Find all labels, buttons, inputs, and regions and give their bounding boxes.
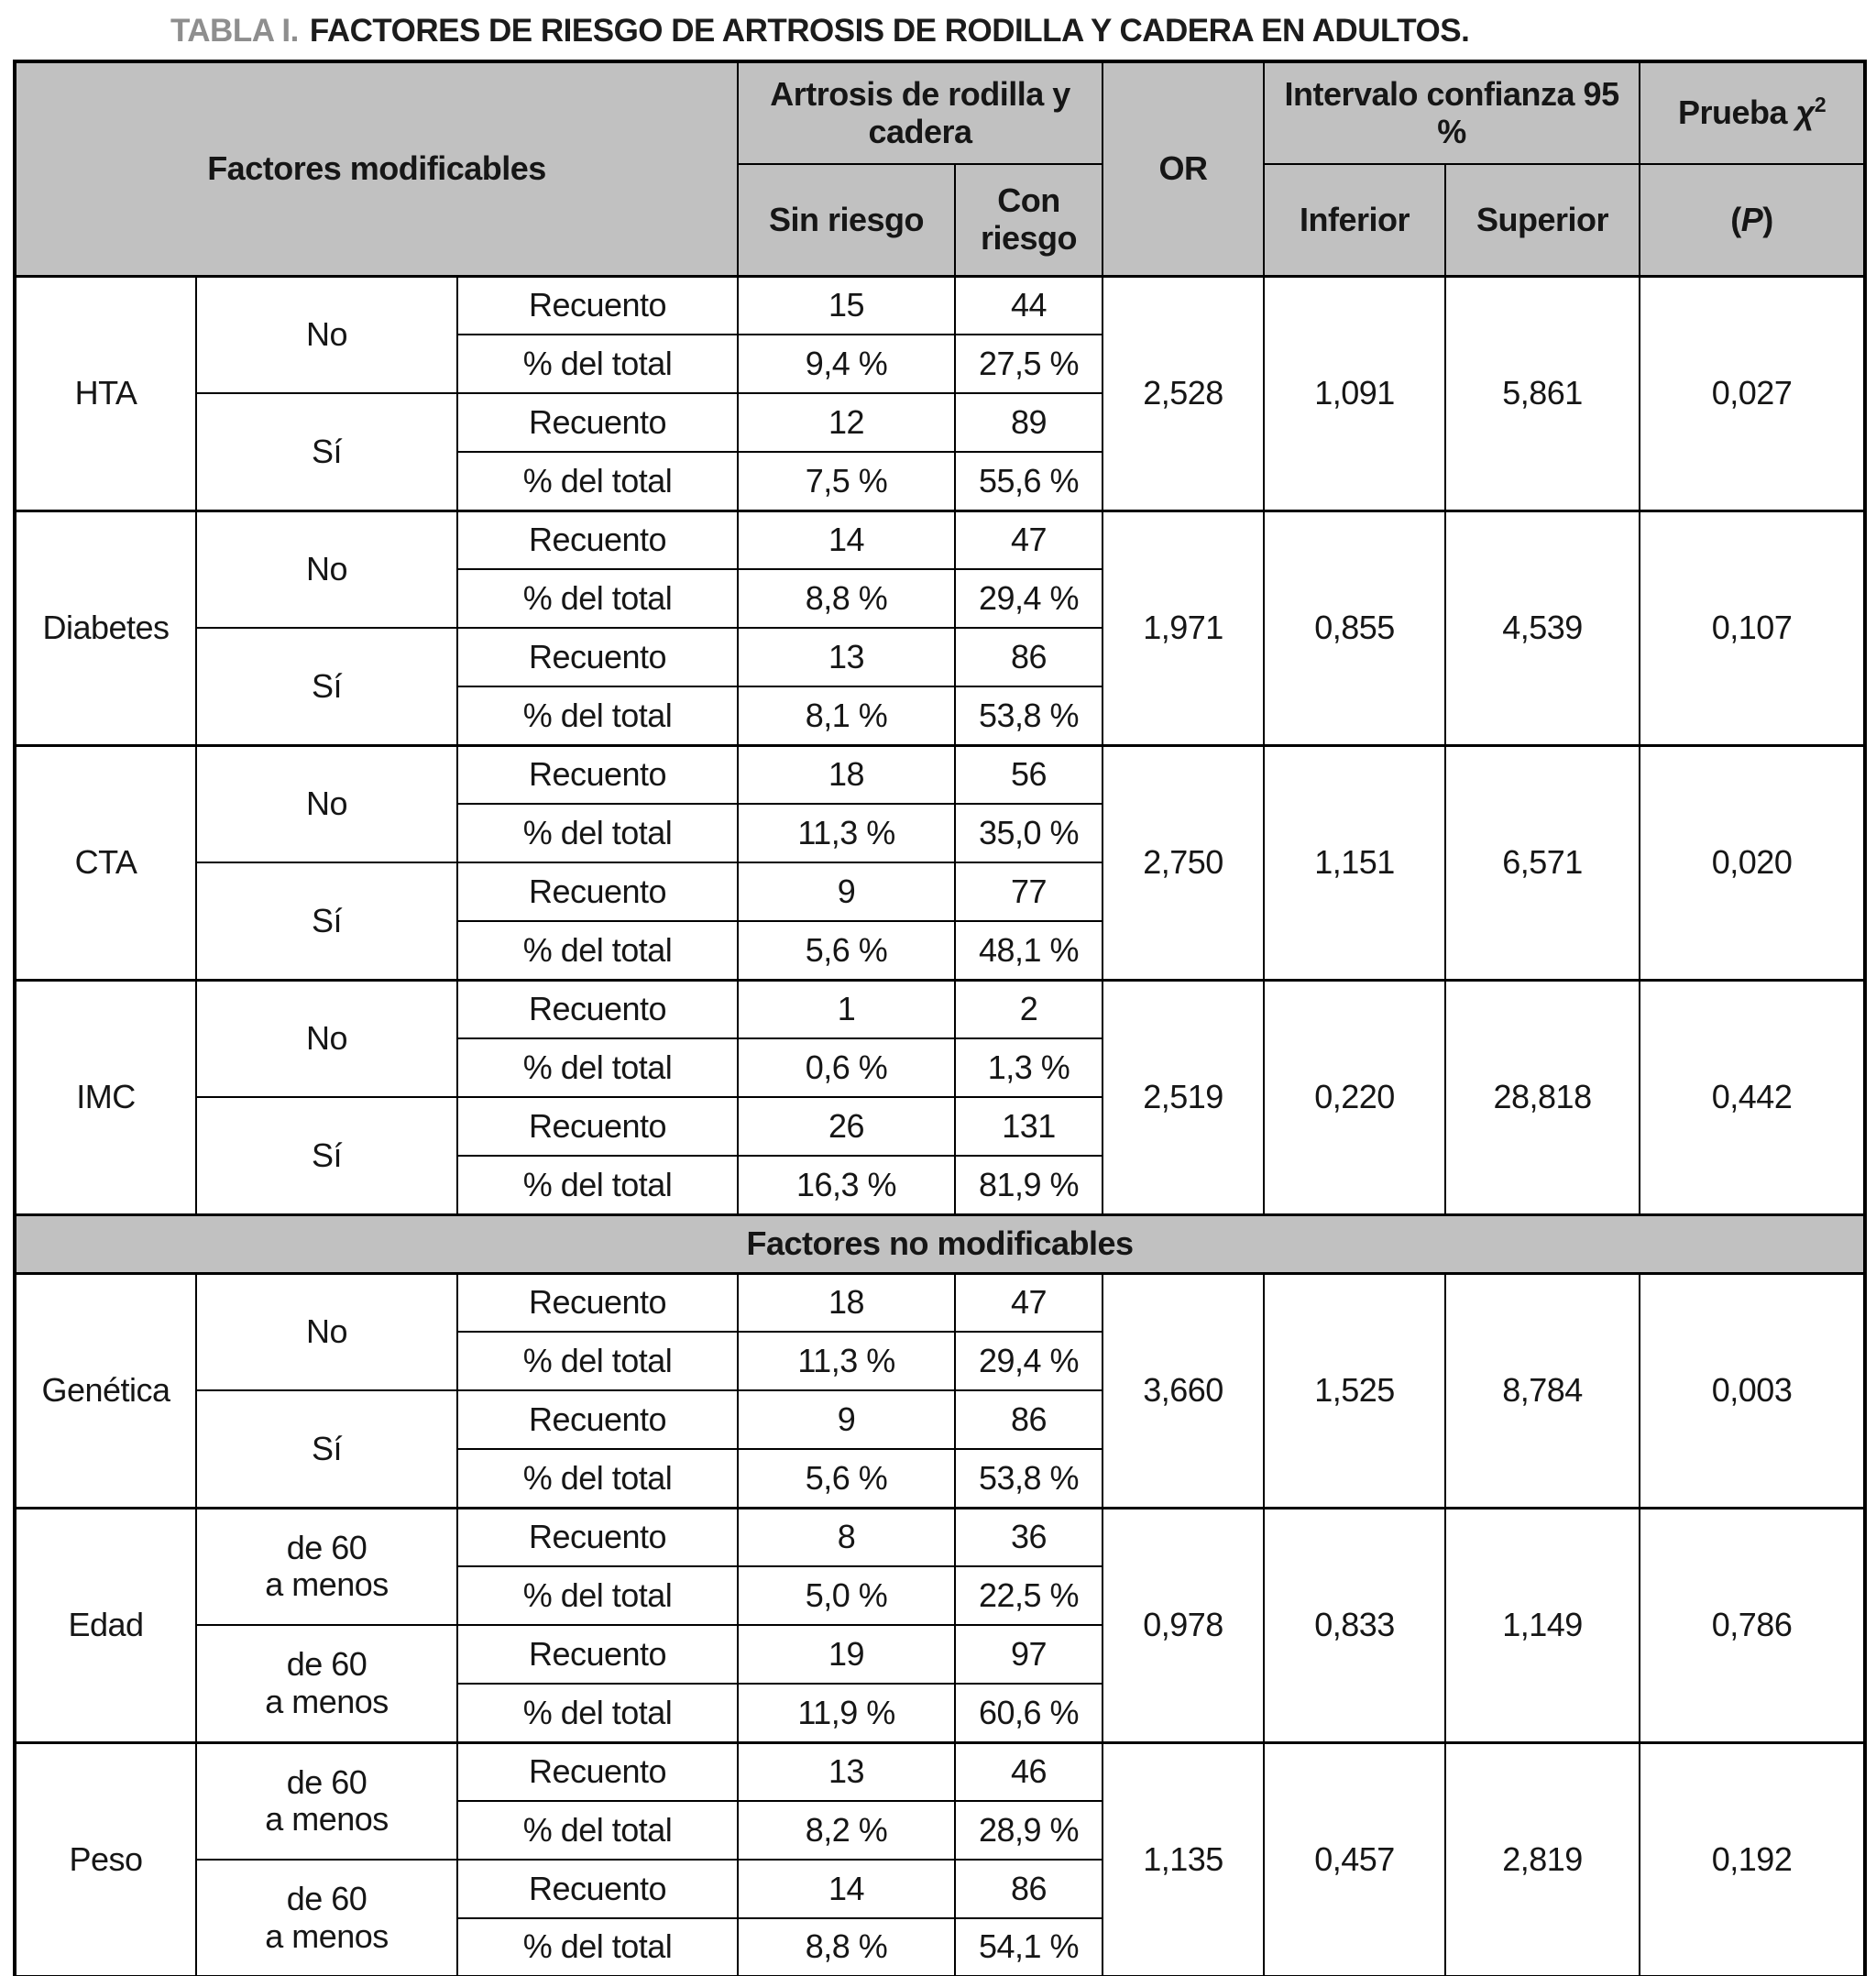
or-value: 1,135 xyxy=(1103,1742,1264,1976)
value-sin-riesgo: 8 xyxy=(738,1508,955,1566)
measure-label-recuento: Recuento xyxy=(457,980,738,1038)
measure-label-pct: % del total xyxy=(457,569,738,628)
p-value: 0,192 xyxy=(1640,1742,1865,1976)
value-con-riesgo: 47 xyxy=(955,510,1103,569)
value-sin-riesgo: 9,4 % xyxy=(738,335,955,393)
factor-name-hta: HTA xyxy=(15,276,196,510)
ci-inferior-value: 1,091 xyxy=(1264,276,1445,510)
measure-label-pct: % del total xyxy=(457,1801,738,1860)
risk-factors-table xyxy=(13,60,1867,1976)
measure-label-pct: % del total xyxy=(457,1684,738,1742)
group-label-line: No xyxy=(305,550,348,588)
value-sin-riesgo: 7,5 % xyxy=(738,452,955,510)
value-sin-riesgo: 11,3 % xyxy=(738,804,955,862)
header-factores-modificables: Factores modificables xyxy=(15,61,738,276)
measure-label-recuento: Recuento xyxy=(457,1742,738,1801)
or-value: 1,971 xyxy=(1103,510,1264,745)
ci-superior-value: 1,149 xyxy=(1445,1508,1640,1742)
group-label xyxy=(196,1742,457,1860)
group-label-line: a menos xyxy=(265,1565,389,1604)
table-title-text: FACTORES DE RIESGO DE ARTROSIS DE RODILLA Y CADERA EN ADULTOS. xyxy=(309,13,1470,49)
ci-inferior-value: 1,525 xyxy=(1264,1273,1445,1508)
value-con-riesgo: 53,8 % xyxy=(955,686,1103,745)
value-sin-riesgo: 11,9 % xyxy=(738,1684,955,1742)
group-label xyxy=(196,628,457,745)
group-label-line: No xyxy=(305,315,348,354)
value-sin-riesgo: 18 xyxy=(738,1273,955,1332)
group-label-line: de 60 xyxy=(286,1762,368,1801)
header-superior: Superior xyxy=(1445,164,1640,276)
measure-label-recuento: Recuento xyxy=(457,628,738,686)
measure-label-recuento: Recuento xyxy=(457,510,738,569)
p-value: 0,020 xyxy=(1640,745,1865,980)
value-sin-riesgo: 18 xyxy=(738,745,955,804)
ci-superior-value: 5,861 xyxy=(1445,276,1640,510)
measure-label-pct: % del total xyxy=(457,1038,738,1097)
value-con-riesgo: 86 xyxy=(955,628,1103,686)
value-con-riesgo: 27,5 % xyxy=(955,335,1103,393)
value-sin-riesgo: 1 xyxy=(738,980,955,1038)
measure-label-recuento: Recuento xyxy=(457,1273,738,1332)
value-con-riesgo: 28,9 % xyxy=(955,1801,1103,1860)
value-sin-riesgo: 5,6 % xyxy=(738,1449,955,1508)
group-label-line: de 60 xyxy=(286,1645,368,1684)
ci-superior-value: 28,818 xyxy=(1445,980,1640,1214)
value-con-riesgo: 1,3 % xyxy=(955,1038,1103,1097)
value-con-riesgo: 97 xyxy=(955,1625,1103,1684)
value-sin-riesgo: 14 xyxy=(738,510,955,569)
ci-superior-value: 6,571 xyxy=(1445,745,1640,980)
measure-label-pct: % del total xyxy=(457,335,738,393)
group-label-line: No xyxy=(305,1312,348,1351)
group-label-line: No xyxy=(305,1019,348,1058)
prueba-label: Prueba xyxy=(1677,93,1788,132)
value-sin-riesgo: 8,2 % xyxy=(738,1801,955,1860)
value-con-riesgo: 131 xyxy=(955,1097,1103,1156)
measure-label-recuento: Recuento xyxy=(457,1625,738,1684)
p-value: 0,107 xyxy=(1640,510,1865,745)
header-or: OR xyxy=(1103,61,1264,276)
p-value: 0,786 xyxy=(1640,1508,1865,1742)
value-sin-riesgo: 5,6 % xyxy=(738,921,955,980)
measure-label-pct: % del total xyxy=(457,452,738,510)
chi-exponent: 2 xyxy=(1814,93,1827,117)
group-label xyxy=(196,1390,457,1508)
value-sin-riesgo: 0,6 % xyxy=(738,1038,955,1097)
value-sin-riesgo: 26 xyxy=(738,1097,955,1156)
p-value: 0,003 xyxy=(1640,1273,1865,1508)
group-label-line: a menos xyxy=(265,1916,389,1955)
value-sin-riesgo: 9 xyxy=(738,1390,955,1449)
group-label xyxy=(196,1860,457,1976)
factor-name-imc: IMC xyxy=(15,980,196,1214)
measure-label-recuento: Recuento xyxy=(457,1390,738,1449)
value-sin-riesgo: 9 xyxy=(738,862,955,921)
value-con-riesgo: 47 xyxy=(955,1273,1103,1332)
measure-label-recuento: Recuento xyxy=(457,1508,738,1566)
value-sin-riesgo: 8,8 % xyxy=(738,1918,955,1976)
factor-name-diabetes: Diabetes xyxy=(15,510,196,745)
value-con-riesgo: 86 xyxy=(955,1390,1103,1449)
measure-label-recuento: Recuento xyxy=(457,862,738,921)
group-label-line: a menos xyxy=(265,1682,389,1720)
value-sin-riesgo: 12 xyxy=(738,393,955,452)
group-label xyxy=(196,1097,457,1214)
measure-label-pct: % del total xyxy=(457,1156,738,1214)
p-value: 0,027 xyxy=(1640,276,1865,510)
group-label xyxy=(196,862,457,980)
measure-label-pct: % del total xyxy=(457,804,738,862)
group-label xyxy=(196,1625,457,1742)
value-con-riesgo: 48,1 % xyxy=(955,921,1103,980)
value-con-riesgo: 56 xyxy=(955,745,1103,804)
measure-label-pct: % del total xyxy=(457,1449,738,1508)
measure-label-pct: % del total xyxy=(457,1332,738,1390)
value-sin-riesgo: 5,0 % xyxy=(738,1566,955,1625)
group-label-line: de 60 xyxy=(286,1880,368,1918)
value-sin-riesgo: 19 xyxy=(738,1625,955,1684)
header-prueba-chi2 xyxy=(1640,61,1865,164)
group-label-line: Sí xyxy=(311,432,342,470)
ci-inferior-value: 0,833 xyxy=(1264,1508,1445,1742)
value-con-riesgo: 22,5 % xyxy=(955,1566,1103,1625)
value-con-riesgo: 86 xyxy=(955,1860,1103,1918)
p-paren-close: ) xyxy=(1762,200,1773,238)
factor-name-cta: CTA xyxy=(15,745,196,980)
measure-label-recuento: Recuento xyxy=(457,1097,738,1156)
group-label-line: Sí xyxy=(311,666,342,705)
group-label-line: a menos xyxy=(265,1800,389,1839)
chi-symbol: χ xyxy=(1795,93,1815,132)
group-label xyxy=(196,276,457,393)
group-label xyxy=(196,393,457,510)
measure-label-recuento: Recuento xyxy=(457,1860,738,1918)
factor-name-peso: Peso xyxy=(15,1742,196,1976)
header-intervalo-confianza: Intervalo confianza 95 % xyxy=(1264,61,1640,164)
group-label xyxy=(196,745,457,862)
value-sin-riesgo: 14 xyxy=(738,1860,955,1918)
value-con-riesgo: 60,6 % xyxy=(955,1684,1103,1742)
value-con-riesgo: 81,9 % xyxy=(955,1156,1103,1214)
factor-name-edad: Edad xyxy=(15,1508,196,1742)
or-value: 2,519 xyxy=(1103,980,1264,1214)
value-con-riesgo: 29,4 % xyxy=(955,569,1103,628)
value-con-riesgo: 89 xyxy=(955,393,1103,452)
or-value: 2,750 xyxy=(1103,745,1264,980)
group-label xyxy=(196,1508,457,1625)
group-label xyxy=(196,510,457,628)
value-sin-riesgo: 8,8 % xyxy=(738,569,955,628)
p-value: 0,442 xyxy=(1640,980,1865,1214)
or-value: 3,660 xyxy=(1103,1273,1264,1508)
value-con-riesgo: 2 xyxy=(955,980,1103,1038)
header-inferior: Inferior xyxy=(1264,164,1445,276)
header-artrosis: Artrosis de rodilla y cadera xyxy=(738,61,1103,164)
value-sin-riesgo: 16,3 % xyxy=(738,1156,955,1214)
group-label-line: Sí xyxy=(311,1429,342,1467)
group-label-line: de 60 xyxy=(286,1528,368,1566)
measure-label-pct: % del total xyxy=(457,686,738,745)
ci-inferior-value: 1,151 xyxy=(1264,745,1445,980)
ci-inferior-value: 0,855 xyxy=(1264,510,1445,745)
p-letter: P xyxy=(1740,200,1763,238)
measure-label-pct: % del total xyxy=(457,1918,738,1976)
value-sin-riesgo: 11,3 % xyxy=(738,1332,955,1390)
group-label-line: No xyxy=(305,785,348,823)
value-con-riesgo: 55,6 % xyxy=(955,452,1103,510)
group-label-line: Sí xyxy=(311,1136,342,1174)
factor-name-genetica: Genética xyxy=(15,1273,196,1508)
value-con-riesgo: 44 xyxy=(955,276,1103,335)
ci-inferior-value: 0,457 xyxy=(1264,1742,1445,1976)
ci-superior-value: 4,539 xyxy=(1445,510,1640,745)
value-con-riesgo: 36 xyxy=(955,1508,1103,1566)
value-con-riesgo: 46 xyxy=(955,1742,1103,1801)
measure-label-recuento: Recuento xyxy=(457,393,738,452)
value-con-riesgo: 29,4 % xyxy=(955,1332,1103,1390)
p-paren-open: ( xyxy=(1730,200,1741,238)
header-p xyxy=(1640,164,1865,276)
value-sin-riesgo: 13 xyxy=(738,1742,955,1801)
header-con-riesgo: Con riesgo xyxy=(955,164,1103,276)
ci-superior-value: 8,784 xyxy=(1445,1273,1640,1508)
value-sin-riesgo: 8,1 % xyxy=(738,686,955,745)
group-label xyxy=(196,980,457,1097)
or-value: 2,528 xyxy=(1103,276,1264,510)
ci-superior-value: 2,819 xyxy=(1445,1742,1640,1976)
value-con-riesgo: 53,8 % xyxy=(955,1449,1103,1508)
measure-label-recuento: Recuento xyxy=(457,276,738,335)
value-sin-riesgo: 13 xyxy=(738,628,955,686)
measure-label-pct: % del total xyxy=(457,921,738,980)
header-sin-riesgo: Sin riesgo xyxy=(738,164,955,276)
section-divider: Factores no modificables xyxy=(15,1214,1865,1273)
value-con-riesgo: 54,1 % xyxy=(955,1918,1103,1976)
value-con-riesgo: 35,0 % xyxy=(955,804,1103,862)
value-con-riesgo: 77 xyxy=(955,862,1103,921)
group-label-line: Sí xyxy=(311,901,342,939)
measure-label-recuento: Recuento xyxy=(457,745,738,804)
group-label xyxy=(196,1273,457,1390)
value-sin-riesgo: 15 xyxy=(738,276,955,335)
or-value: 0,978 xyxy=(1103,1508,1264,1742)
measure-label-pct: % del total xyxy=(457,1566,738,1625)
ci-inferior-value: 0,220 xyxy=(1264,980,1445,1214)
table-title xyxy=(0,0,1876,60)
table-title-prefix: TABLA I. xyxy=(170,13,299,49)
